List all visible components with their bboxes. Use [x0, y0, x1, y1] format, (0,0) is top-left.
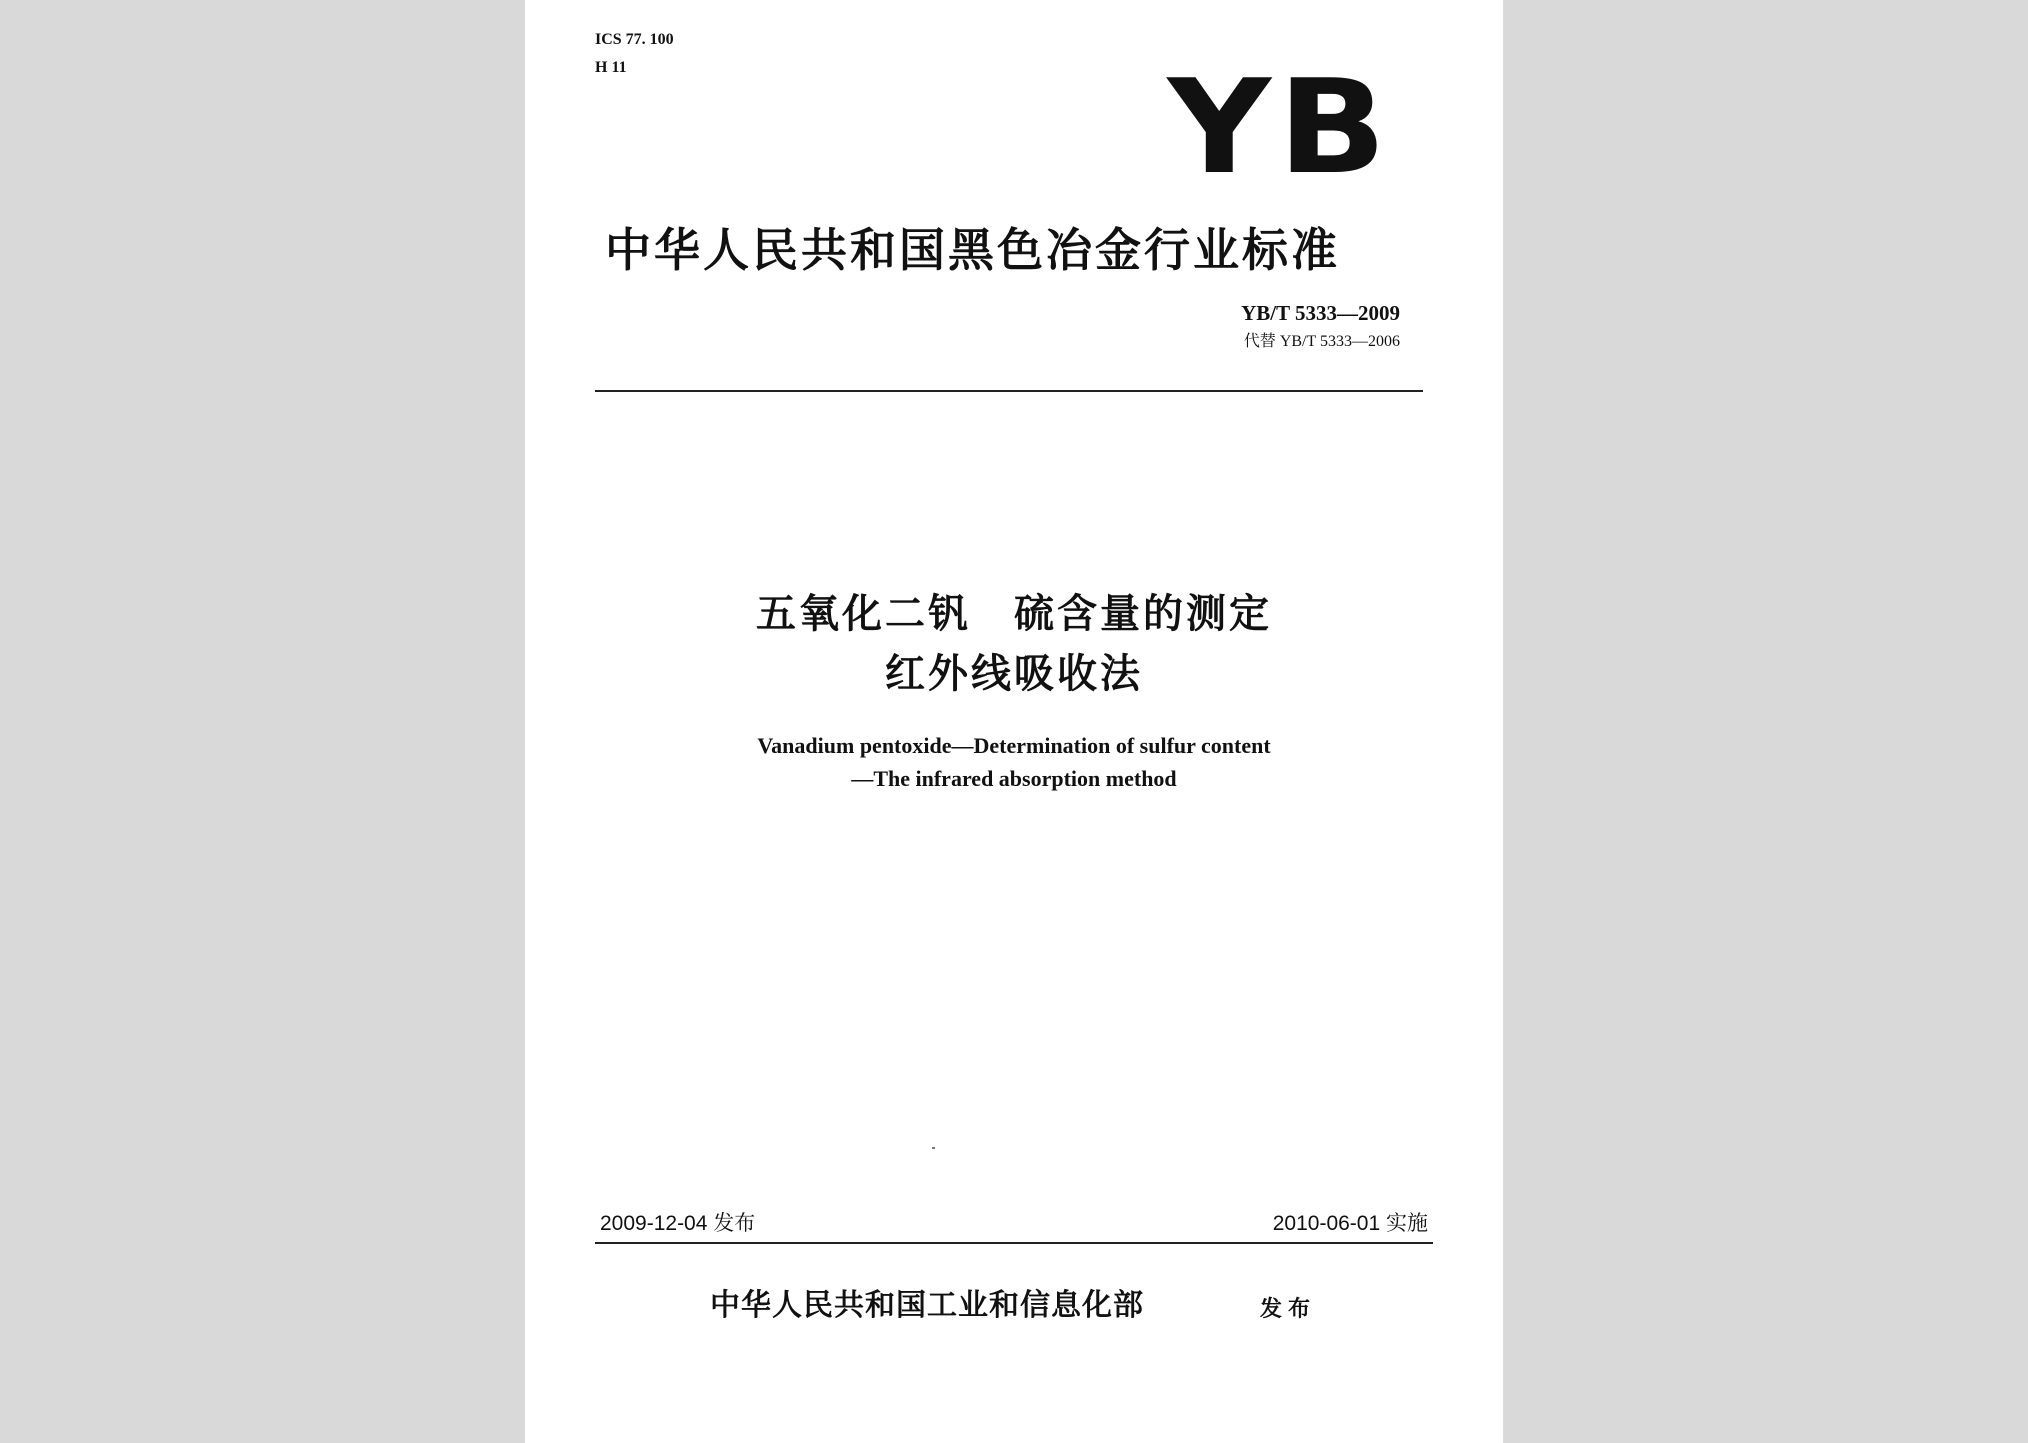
- footer-divider: [595, 1242, 1433, 1244]
- title-en-line1: Vanadium pentoxide—Determination of sulfur content: [757, 733, 1271, 758]
- issue-date: 2009-12-04 发布: [600, 1212, 756, 1235]
- header-divider: [595, 390, 1423, 392]
- title-cn-line1: 五氧化二钒 硫含量的测定: [756, 591, 1272, 637]
- organization-title: 中华人民共和国黑色冶金行业标准: [605, 223, 1340, 277]
- yb-logo: YB: [1167, 51, 1393, 203]
- replaces-standard: 代替 YB/T 5333—2006: [1243, 333, 1400, 350]
- title-en-line2: —The infrared absorption method: [851, 766, 1177, 791]
- standard-number: YB/T 5333—2009: [1241, 301, 1400, 325]
- document-page: [525, 0, 1503, 1443]
- ics-code: ICS 77. 100: [595, 31, 674, 48]
- title-cn-line2: 红外线吸收法: [885, 651, 1143, 697]
- scan-speck: [932, 1147, 935, 1149]
- publish-label: 发布: [1260, 1296, 1317, 1322]
- ministry-name: 中华人民共和国工业和信息化部: [710, 1288, 1144, 1323]
- classification-code: H 11: [595, 59, 627, 76]
- implementation-date: 2010-06-01 实施: [1272, 1212, 1428, 1235]
